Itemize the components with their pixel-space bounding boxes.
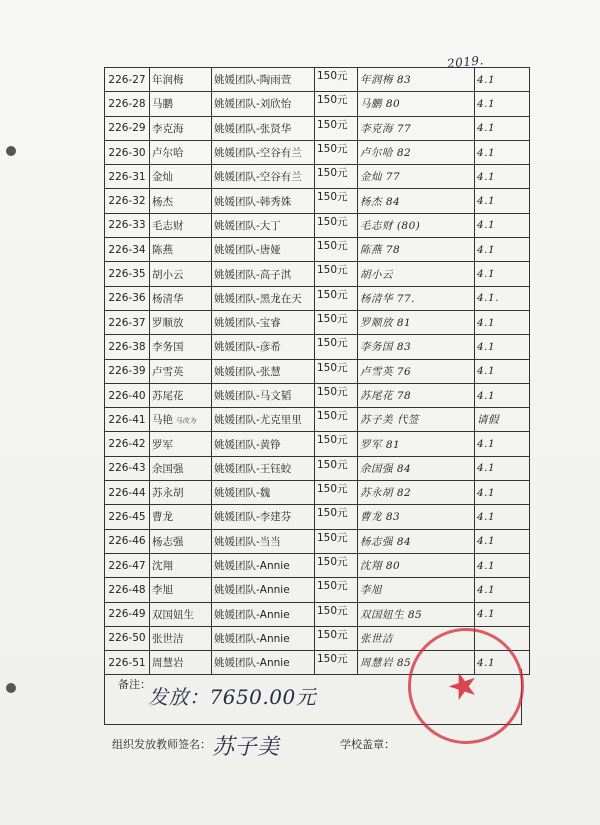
row-group: 姚媛团队-空谷有兰 [212,140,315,164]
row-signature: 金灿 77 [358,165,475,189]
row-group: 姚媛团队-刘欣怡 [212,92,315,116]
remark-label: 备注： [118,678,151,691]
row-signature: 李旭 [358,578,475,602]
row-id: 226-47 [105,553,150,577]
row-date: 4.1 [475,165,530,189]
row-name [150,408,212,432]
row-date: 4.1 [475,310,530,334]
date-note: 2019. [446,53,485,71]
row-name: 余国强 [150,456,212,480]
row-group: 姚媛团队-大丁 [212,213,315,237]
row-amount: 150元 [315,529,358,553]
row-id: 226-40 [105,383,150,407]
row-amount: 150元 [315,505,358,529]
row-amount: 150元 [315,481,358,505]
row-date: 4.1 [475,578,530,602]
row-name: 杨杰 [150,189,212,213]
row-date: 4.1 [475,432,530,456]
row-date: 4.1 [475,92,530,116]
row-id: 226-43 [105,456,150,480]
teacher-signature-label: 组织发放教师签名： [112,738,211,751]
row-id: 226-34 [105,238,150,262]
row-name: 卢尔哈 [150,140,212,164]
table-row [105,68,530,92]
row-id: 226-51 [105,651,150,675]
row-id: 226-46 [105,529,150,553]
row-amount: 150元 [315,140,358,164]
row-name-text: 马艳 [152,414,173,427]
row-signature: 沈翔 80 [358,553,475,577]
row-date: 4.1 [475,335,530,359]
table-row [105,165,530,189]
row-name: 马鹏 [150,92,212,116]
table-row [105,383,530,407]
table-row [105,189,530,213]
table-row [105,310,530,334]
row-date: 请假 [475,408,530,432]
row-signature: 杨杰 84 [358,189,475,213]
row-group: 姚媛团队-陶雨萱 [212,68,315,92]
row-group: 姚媛团队-张慧 [212,359,315,383]
row-id: 226-31 [105,165,150,189]
row-group: 姚媛团队-马文韬 [212,383,315,407]
row-signature: 周慧岩 85 [358,651,475,675]
row-name: 苏永胡 [150,481,212,505]
table-row [105,408,530,432]
row-amount: 150元 [315,602,358,626]
row-id: 226-49 [105,602,150,626]
row-date: 4.1 [475,68,530,92]
table-row [105,602,530,626]
row-signature: 罗顺放 81 [358,310,475,334]
row-date: 4.1 [475,553,530,577]
row-id: 226-48 [105,578,150,602]
punch-hole-top [6,146,16,156]
row-name: 李务国 [150,335,212,359]
table-row [105,553,530,577]
row-signature: 罗军 81 [358,432,475,456]
row-date: 4.1 [475,359,530,383]
table-row [105,92,530,116]
row-date: 4.1 [475,456,530,480]
row-amount: 150元 [315,262,358,286]
row-date: 4.1 [475,262,530,286]
row-name: 苏尾花 [150,383,212,407]
row-group: 姚媛团队-魏 [212,481,315,505]
row-date: 4.1 [475,213,530,237]
row-amount: 150元 [315,286,358,310]
remark-total: 发放：7650.00元 [148,685,317,709]
row-name: 罗军 [150,432,212,456]
row-id: 226-32 [105,189,150,213]
row-group: 姚媛团队-韩秀姝 [212,189,315,213]
row-signature: 杨志强 84 [358,529,475,553]
row-name: 李旭 [150,578,212,602]
row-group: 姚媛团队-当当 [212,529,315,553]
table-row [105,116,530,140]
row-group: 姚媛团队-空谷有兰 [212,165,315,189]
row-signature: 年润梅 83 [358,68,475,92]
table-row [105,262,530,286]
row-name: 曹龙 [150,505,212,529]
row-amount: 150元 [315,68,358,92]
row-amount: 150元 [315,310,358,334]
row-id: 226-45 [105,505,150,529]
row-amount: 150元 [315,238,358,262]
row-date: 4.1. [475,286,530,310]
payment-roster-table [104,67,530,675]
row-signature: 苏子美 代签 [358,408,475,432]
row-amount: 150元 [315,578,358,602]
row-group: 姚媛团队-Annie [212,578,315,602]
row-date: 4.1 [475,140,530,164]
row-amount: 150元 [315,553,358,577]
table-row [105,359,530,383]
star-icon: ★ [441,661,485,711]
row-date: 4.1 [475,505,530,529]
row-date: 4.1 [475,116,530,140]
table-row [105,286,530,310]
row-name: 胡小云 [150,262,212,286]
row-id: 226-36 [105,286,150,310]
row-group: 姚媛团队-Annie [212,626,315,650]
table-row [105,505,530,529]
row-group: 姚媛团队-Annie [212,602,315,626]
row-signature: 曹龙 83 [358,505,475,529]
table-row [105,432,530,456]
row-name-note: 马改为 [175,417,196,426]
row-id: 226-27 [105,68,150,92]
row-name: 周慧岩 [150,651,212,675]
row-group: 姚媛团队-尤克里里 [212,408,315,432]
row-id: 226-29 [105,116,150,140]
row-signature: 陈燕 78 [358,238,475,262]
row-name: 杨志强 [150,529,212,553]
row-name: 沈翔 [150,553,212,577]
table-row [105,213,530,237]
row-id: 226-38 [105,335,150,359]
row-name: 毛志财 [150,213,212,237]
row-amount: 150元 [315,359,358,383]
row-group: 姚媛团队-唐娅 [212,238,315,262]
row-amount: 150元 [315,116,358,140]
row-name: 罗顺放 [150,310,212,334]
row-group: 姚媛团队-黑龙在天 [212,286,315,310]
row-group: 姚媛团队-高子淇 [212,262,315,286]
row-amount: 150元 [315,335,358,359]
row-date: 4.1 [475,651,530,675]
table-row [105,456,530,480]
teacher-signature: 苏子美 [212,735,280,760]
row-id: 226-39 [105,359,150,383]
row-amount: 150元 [315,213,358,237]
row-signature: 李务国 83 [358,335,475,359]
row-amount: 150元 [315,432,358,456]
row-amount: 150元 [315,92,358,116]
row-group: 姚媛团队-Annie [212,651,315,675]
row-id: 226-44 [105,481,150,505]
row-id: 226-28 [105,92,150,116]
school-seal-label: 学校盖章： [340,738,395,751]
row-signature: 张世洁 [358,626,475,650]
punch-hole-bottom [6,683,16,693]
row-signature: 胡小云 [358,262,475,286]
row-date: 4.1 [475,238,530,262]
row-group: 姚媛团队-王钰蛟 [212,456,315,480]
row-name: 卢雪英 [150,359,212,383]
row-id: 226-33 [105,213,150,237]
row-group: 姚媛团队-张贤华 [212,116,315,140]
row-amount: 150元 [315,651,358,675]
row-amount: 150元 [315,456,358,480]
row-group: 姚媛团队-彦希 [212,335,315,359]
row-date: 4.1 [475,529,530,553]
row-signature: 杨清华 77. [358,286,475,310]
row-date: 4.1 [475,383,530,407]
row-signature: 苏永胡 82 [358,481,475,505]
row-signature: 马鹏 80 [358,92,475,116]
row-signature: 双国妞生 85 [358,602,475,626]
row-name: 金灿 [150,165,212,189]
row-amount: 150元 [315,408,358,432]
row-id: 226-35 [105,262,150,286]
row-name: 李克海 [150,116,212,140]
row-group: 姚媛团队-李建芬 [212,505,315,529]
row-id: 226-42 [105,432,150,456]
table-row [105,335,530,359]
row-id: 226-41 [105,408,150,432]
row-group: 姚媛团队-宝睿 [212,310,315,334]
row-amount: 150元 [315,626,358,650]
row-signature: 毛志财 (80) [358,213,475,237]
row-date: 4.1 [475,481,530,505]
row-date: 4.1 [475,189,530,213]
row-id: 226-50 [105,626,150,650]
table-row [105,578,530,602]
row-name: 杨清华 [150,286,212,310]
row-name: 年润梅 [150,68,212,92]
table-row [105,529,530,553]
row-group: 姚媛团队-Annie [212,553,315,577]
table-row [105,481,530,505]
row-name: 张世洁 [150,626,212,650]
row-signature: 余国强 84 [358,456,475,480]
row-name: 双国妞生 [150,602,212,626]
row-amount: 150元 [315,165,358,189]
row-amount: 150元 [315,189,358,213]
table-row [105,238,530,262]
row-date: 4.1 [475,602,530,626]
row-id: 226-30 [105,140,150,164]
row-signature: 李克海 77 [358,116,475,140]
row-id: 226-37 [105,310,150,334]
row-name: 陈燕 [150,238,212,262]
row-signature: 苏尾花 78 [358,383,475,407]
table-row [105,140,530,164]
row-signature: 卢雪英 76 [358,359,475,383]
row-signature: 卢尔哈 82 [358,140,475,164]
row-amount: 150元 [315,383,358,407]
row-group: 姚媛团队-黄铮 [212,432,315,456]
